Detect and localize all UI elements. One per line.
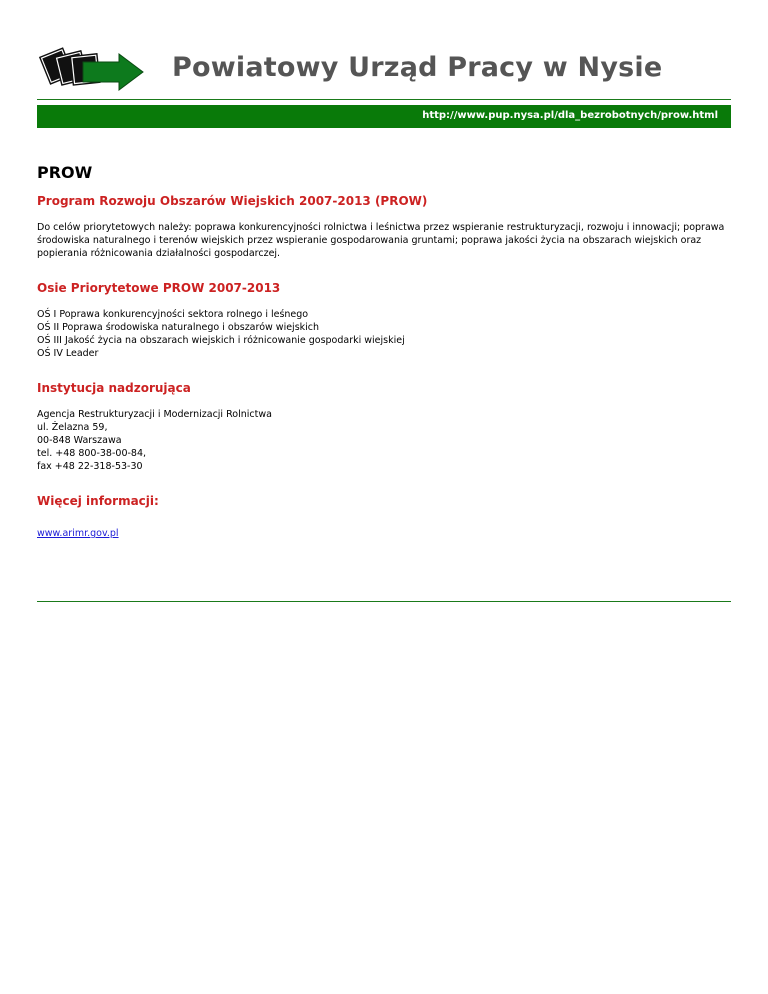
address-line: Agencja Restrukturyzacji i Modernizacji Rolnictwa <box>37 409 272 420</box>
list-item: OŚ III Jakość życia na obszarach wiejskich i różnicowanie gospodarki wiejskiej <box>37 335 405 346</box>
url-bar <box>37 105 731 128</box>
arimr-link[interactable]: www.arimr.gov.pl <box>37 528 119 539</box>
address-line: 00-848 Warszawa <box>37 435 122 446</box>
section-heading-axes: Osie Priorytetowe PROW 2007-2013 <box>37 281 281 295</box>
section-heading-program: Program Rozwoju Obszarów Wiejskich 2007-2013 (PROW) <box>37 194 428 208</box>
top-divider <box>37 99 731 100</box>
main-content <box>37 163 731 540</box>
page-url: http://www.pup.nysa.pl/dla_bezrobotnych/prow.html <box>422 110 718 121</box>
page-header <box>0 0 768 121</box>
list-item: OŚ I Poprawa konkurencyjności sektora rolnego i leśnego <box>37 309 309 320</box>
bottom-divider <box>37 601 731 602</box>
axes-list <box>37 308 731 360</box>
page-title: PROW <box>37 163 93 182</box>
section-heading-more-info: Więcej informacji: <box>37 494 159 508</box>
arrow-pages-logo-icon <box>37 42 147 94</box>
section-text-program: Do celów priorytetowych należy: poprawa konkurencyjności rolnictwa i leśnictwa przez wspieranie restrukturyzacji, rozwoju i innowacji; poprawa środowiska naturalnego i terenów wiejskich przez wspieranie gospodarowania gruntami; poprawa jakości życia na obszarach wiejskich oraz popierania różnicowania działalności gospodarczej. <box>37 222 725 259</box>
section-heading-institution: Instytucja nadzorująca <box>37 381 191 395</box>
institution-address <box>37 408 731 473</box>
list-item: OŚ IV Leader <box>37 348 99 359</box>
list-item: OŚ II Poprawa środowiska naturalnego i obszarów wiejskich <box>37 322 320 333</box>
address-line: ul. Żelazna 59, <box>37 422 108 433</box>
address-line: tel. +48 800-38-00-84, <box>37 448 147 459</box>
site-title: Powiatowy Urząd Pracy w Nysie <box>172 52 663 83</box>
address-line: fax +48 22-318-53-30 <box>37 461 143 472</box>
